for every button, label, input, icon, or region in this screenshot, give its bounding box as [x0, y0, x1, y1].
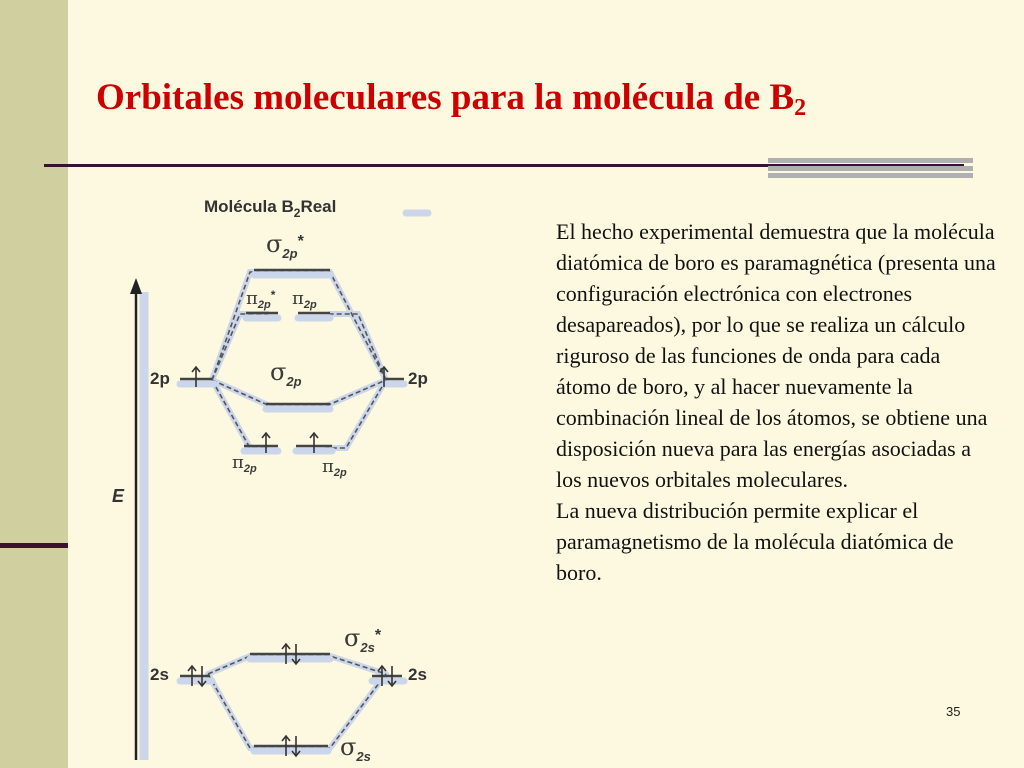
- sigma-2p-label: $\sigma_{2p}$: [270, 358, 302, 389]
- atomic-2s-left-label: 2s: [150, 665, 169, 684]
- pi-2p-a-label: $\pi_{2p}$: [232, 452, 257, 475]
- explanation-paragraph-1: El hecho experimental demuestra que la molécula diatómica de boro es paramagnética (presenta una configuración electrónica con electrones desapareados), por lo que se realiza un cálculo riguroso de las funciones de onda para cada átomo de boro, y al hacer nuevamente la combinación lineal de los átomos, se obtiene una disposición nueva para las energías asociadas a los nuevos orbitales moleculares.: [556, 219, 996, 492]
- energy-axis-label: E: [112, 486, 125, 506]
- mo-energy-diagram: [100, 180, 460, 768]
- energy-axis-arrowhead: [130, 278, 142, 294]
- explanation-text: [556, 216, 996, 588]
- left-band-divider: [0, 543, 68, 548]
- slide-number: 35: [946, 704, 961, 719]
- atomic-2p-left-label: 2p: [150, 369, 170, 388]
- slide-title: [96, 76, 806, 122]
- atomic-2s-right-label: 2s: [408, 665, 427, 684]
- s-connectors: [208, 656, 386, 748]
- sigma-2s-star-label: $\sigma_{2s}^*$: [344, 624, 382, 655]
- left-decorative-band: [0, 0, 68, 768]
- diagram-heading: Molécula $B_2Real$: [204, 197, 337, 220]
- pi-2p-star-b-label: $\pi_{2p}$: [292, 288, 317, 311]
- explanation-paragraph-2: La nueva distribución permite explicar el paramagnetismo de la molécula diatómica de boro.: [556, 498, 954, 585]
- slide-title-subscript: 2: [794, 95, 807, 121]
- sigma-2s-label: $\sigma_{2s}$: [340, 733, 371, 764]
- title-rule-accent: [768, 158, 973, 178]
- pi-2p-star-a-label: $\pi_{2p}^*$: [246, 288, 276, 311]
- slide-title-text: Orbitales moleculares para la molécula de B: [96, 77, 795, 118]
- atomic-2p-right-label: 2p: [408, 369, 428, 388]
- pi-2p-b-label: $\pi_{2p}$: [322, 456, 347, 479]
- sigma-2p-star-label: $\sigma_{2p}^*$: [266, 230, 304, 261]
